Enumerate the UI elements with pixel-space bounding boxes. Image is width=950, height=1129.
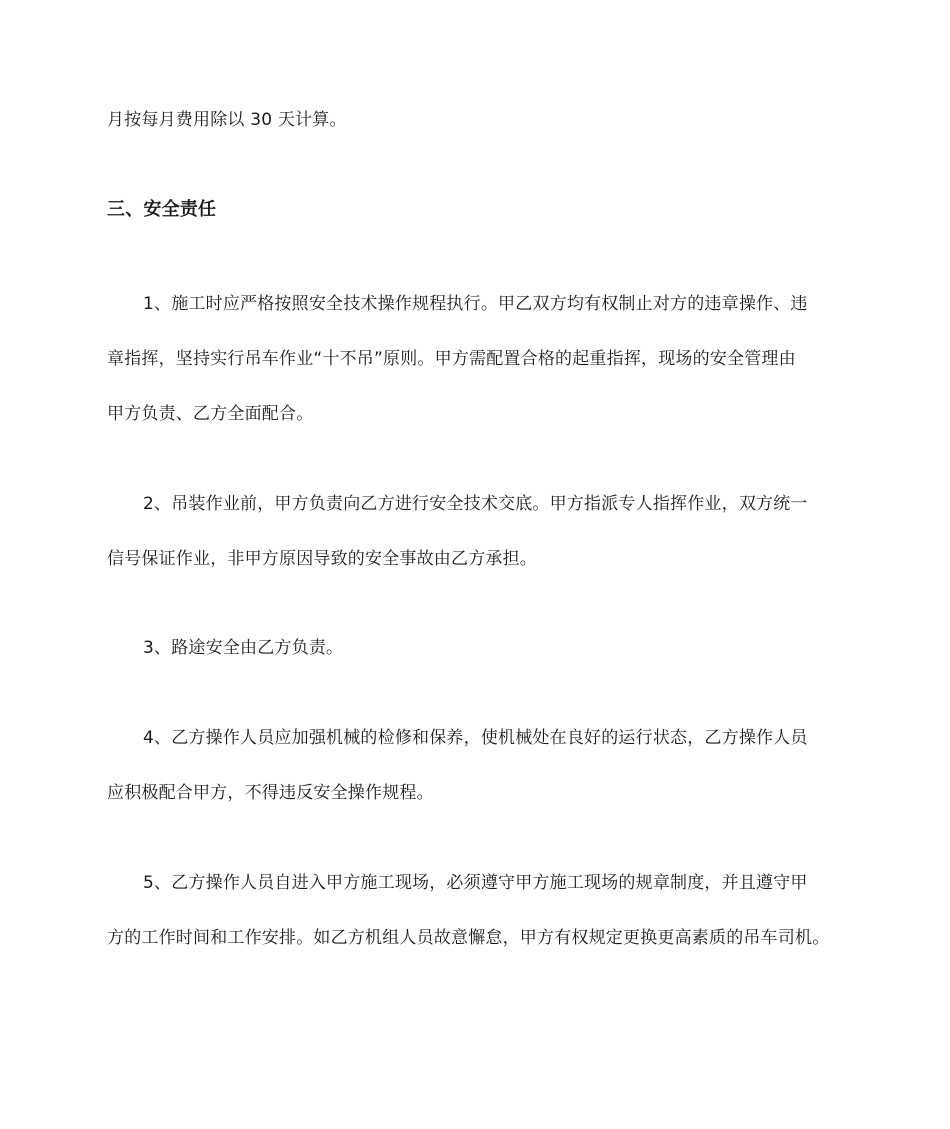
paragraph-line: 章指挥，坚持实行吊车作业“十不吊”原则。甲方需配置合格的起重指挥，现场的安全管理由 [107,349,796,369]
paragraph-line: 4、乙方操作人员应加强机械的检修和保养，使机械处在良好的运行状态，乙方操作人员 [143,728,808,748]
paragraph-line: 应积极配合甲方，不得违反安全操作规程。 [107,783,434,803]
paragraph-line: 3、路途安全由乙方负责。 [143,638,344,658]
paragraph-line: 方的工作时间和工作安排。如乙方机组人员故意懈怠，甲方有权规定更换更高素质的吊车司机。 [107,928,830,948]
paragraph-line: 信号保证作业，非甲方原因导致的安全事故由乙方承担。 [107,549,537,569]
section-heading: 三、安全责任 [107,199,217,220]
paragraph-line: 1、施工时应严格按照安全技术操作规程执行。甲乙双方均有权制止对方的违章操作、违 [143,294,808,314]
paragraph-line: 2、吊装作业前，甲方负责向乙方进行安全技术交底。甲方指派专人指挥作业，双方统一 [143,494,808,514]
paragraph-line: 甲方负责、乙方全面配合。 [107,404,314,424]
paragraph-line: 5、乙方操作人员自进入甲方施工现场，必须遵守甲方施工现场的规章制度，并且遵守甲 [143,873,808,893]
text-line: 月按每月费用除以 30 天计算。 [107,110,347,130]
